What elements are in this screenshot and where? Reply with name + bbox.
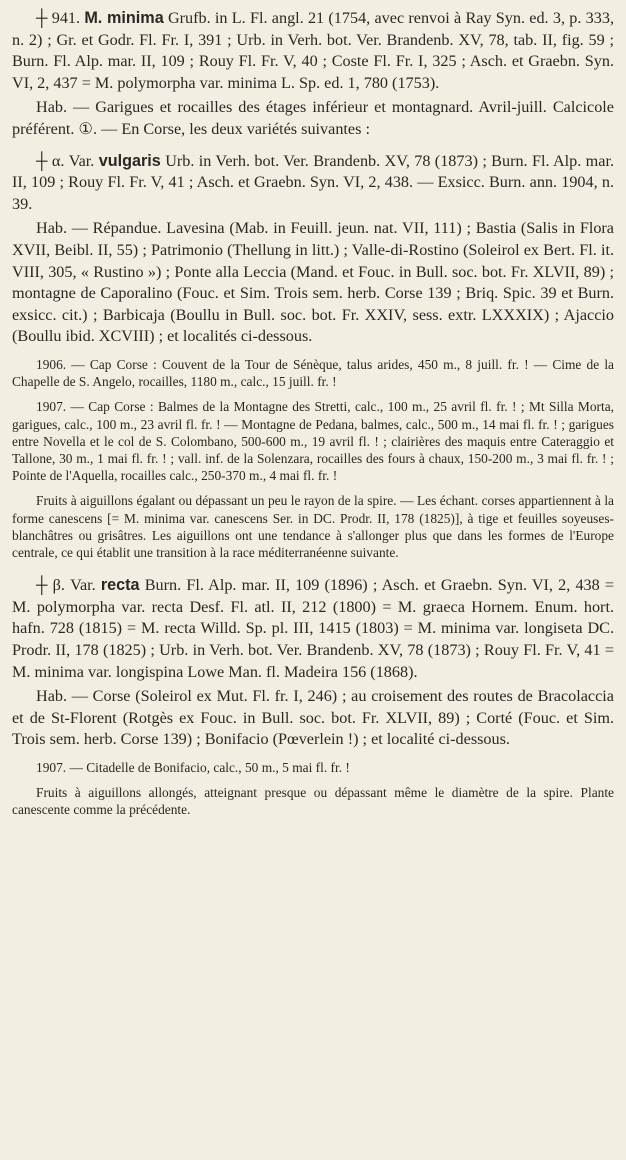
var-beta-name: recta [100,576,140,595]
species-habitat: Hab. — Garigues et rocailles des étages inférieur et montagnard. Avril-juill. Calcicole préférent. ①. — En Corse, les deux variétés suivantes : [12,98,614,138]
var-beta-citation: Burn. Fl. Alp. mar. II, 109 (1896) ; Asch. et Graebn. Syn. VI, 2, 438 = M. polymorpha var. recta Desf. Fl. atl. II, 212 (1800) = M. graeca Hornem. Enum. hort. hafn. 728 (1815) = M. recta Willd. Sp. pl. III, 1415 (1803) = M. minima var. longiseta DC. Prodr. II, 178 (1825) ; Urb. in Verh. bot. Ver. Brandenb. XV, 78 (1873) ; Rouy Fl. Fr. V, 41 = M. minima var. longispina Lowe Man. fl. Madeira 156 (1868). [12,576,615,681]
var-beta-habitat: Hab. — Corse (Soleirol ex Mut. Fl. fr. I, 246) ; au croisement des routes de Bracolaccia et de St-Florent (Rotgès ex Fouc. in Bull. soc. bot. Fr. XLVII, 89) ; Corté (Fouc. et Sim. Trois sem. herb. Corse 139) ; Bonifacio (Pœverlein !) ; et localité ci-dessous. [12,687,614,749]
var-alpha-heading [12,151,614,216]
var-beta-obs-1907: 1907. — Citadelle de Bonifacio, calc., 50 m., 5 mai fl. fr. ! [36,759,350,775]
species-name: M. minima [84,9,164,27]
entry-number: ┼ 941. [36,9,85,27]
var-alpha-citation: Urb. in Verh. bot. Ver. Brandenb. XV, 78 (1873) ; Burn. Fl. Alp. mar. II, 109 ; Rouy Fl. Fr. V, 41 ; Asch. et Graebn. Syn. VI, 2, 438. — Exsicc. Burn. ann. 1904, n. 39. [12,151,615,213]
var-beta-note: Fruits à aiguillons allongés, atteignant presque ou dépassant même le diamètre de la spire. Plante canescente comme la précédente. [12,785,614,818]
var-alpha-note: Fruits à aiguillons égalant ou dépassant un peu le rayon de la spire. — Les échant. corses appartiennent à la forme canescens [= M. minima var. canescens Ser. in DC. Prodr. II, 178 (1825)], à tige et feuilles soyeuses-blanchâtres ou grisâtres. Les aiguillons ont une tendance à s'allonger plus que dans les formes de l'Europe centrale, ce qui établit une transition à la race méditerranéenne suivante. [12,493,614,560]
var-alpha-habitat: Hab. — Répandue. Lavesina (Mab. in Feuill. jeun. nat. VII, 111) ; Bastia (Salis in Flora XVII, Beibl. II, 55) ; Patrimonio (Thellung in litt.) ; Valle-di-Rostino (Soleirol ex Bert. Fl. it. VIII, 305, « Rustino ») ; Ponte alla Leccia (Mand. et Fouc. in Bull. soc. bot. Fr. XLVII, 89) ; montagne de Caporalino (Fouc. et Sim. Trois sem. herb. Corse 139 ; Briq. Spic. 39 et Burn. exsicc. cit.) ; Barbicaja (Boullu in Bull. soc. bot. Fr. XXIV, sess. extr. LXXXIX) ; Ajaccio (Boullu ibid. XCVIII) ; et localités ci-dessous. [12,219,614,346]
var-alpha-name: vulgaris [98,151,161,170]
var-alpha-obs-1906: 1906. — Cap Corse : Couvent de la Tour de Sénèque, talus arides, 450 m., 8 juill. fr. ! — Cime de la Chapelle de S. Angelo, rocailles, 1180 m., calc., 15 juill. fr. ! [12,356,614,390]
species-citation: Grufb. in L. Fl. angl. 21 (1754, avec renvoi à Ray Syn. ed. 3, p. 333, n. 2) ; Gr. et Godr. Fl. Fr. I, 391 ; Urb. in Verh. bot. Ver. Brandenb. XV, 78, tab. II, fig. 59 ; Burn. Fl. Alp. mar. II, 109 ; Rouy Fl. Fr. V, 40 ; Coste Fl. Fr. I, 325 ; Asch. et Graebn. Syn. VI, 2, 437 = M. polymorpha var. minima L. Sp. ed. 1, 780 (1753). [12,9,614,92]
species-entry [12,8,614,94]
var-beta-prefix: ┼ β. Var. [36,576,101,595]
var-alpha-obs-1907: 1907. — Cap Corse : Balmes de la Montagne des Stretti, calc., 100 m., 25 avril fl. fr. ! ; Mt Silla Morta, garigues, calc., 100 m., 23 avril fl. fr. ! — Montagne de Pedana, balmes, calc., 500 m., 14 mai fl. fr. ! ; garigues entre Novella et le col de S. Colombano, 500-600 m., 19 avril fl. ! ; clairières des maquis entre Cateraggio et Tallone, 30 m., 1 mai fl. fr. ! ; vall. inf. de la Solenzara, rocailles des fours à chaux, 150-200 m., 3 mai fl. fr. ! ; Pointe de l'Aquella, rocailles calc., 250-370 m., 4 mai fl. fr. ! [12,399,614,484]
var-beta-heading [12,575,614,683]
var-alpha-prefix: ┼ α. Var. [36,151,99,170]
